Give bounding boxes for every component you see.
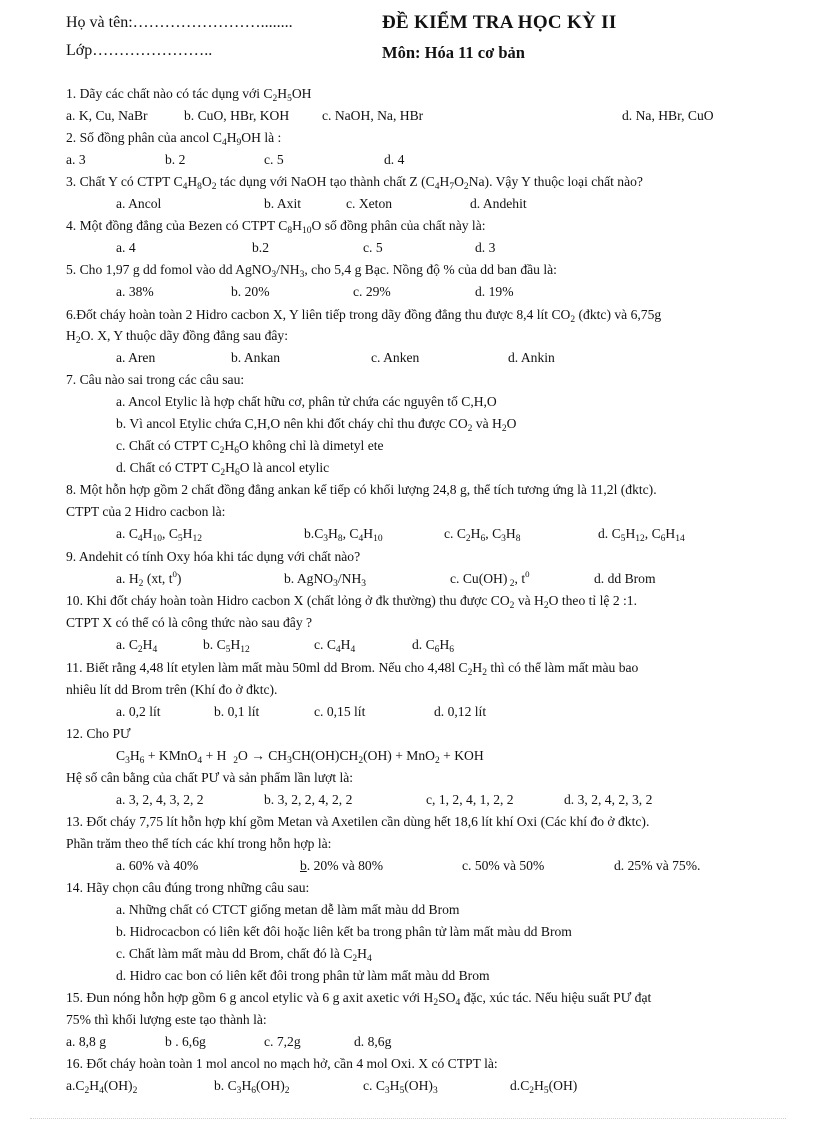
answer-option[interactable]: c, 1, 2, 4, 1, 2, 2 [426,792,514,807]
question-stem: 6.Đốt cháy hoàn toàn 2 Hidro cacbon X, Y liên tiếp trong dãy đồng đẳng thu được 8,4 lít $CO_2$ (đktc) và 6,75g [66,307,662,325]
question-stem: 10. Khi đốt cháy hoàn toàn Hidro cacbon X (chất lỏng ở đk thường) thu được $CO_2$ và $H_2O$ theo tỉ lệ 2 :1. [66,593,637,611]
answer-option[interactable]: c. Cu(OH) $_2$, $t^0$ [450,569,530,589]
exam-subject: Môn: Hóa 11 cơ bản [382,43,525,62]
answer-option[interactable]: a. Những chất có CTCT giống metan dễ làm mất màu dd Brom [116,902,460,917]
question-stem: 12. Cho PƯ [66,726,131,741]
answer-option[interactable]: b. 0,1 lít [214,704,260,719]
answer-option[interactable]: $a.C_2H_4(OH)_2$ [66,1078,138,1096]
answer-option[interactable]: a. 3, 2, 4, 3, 2, 2 [116,792,204,807]
answer-option[interactable]: a. 38% [116,284,154,299]
answer-option[interactable]: c. Xeton [346,196,393,211]
answer-option[interactable]: b. Vì ancol Etylic chứa C,H,O nên khi đốt cháy chỉ thu được $CO_2$ và $H_2O$ [116,416,517,434]
question-stem: 75% thì khối lượng este tạo thành là: [66,1012,267,1027]
answer-option[interactable]: d. 3, 2, 4, 2, 3, 2 [564,792,653,807]
answer-option[interactable]: $C_3H_6$ + KMnO$_4$ + H $_2O \to CH_3CH(OH)CH_2(OH) + MnO_2$ + KOH [116,748,484,766]
answer-option[interactable]: c. Chất làm mất màu dd Brom, chất đó là $C_2H_4$ [116,946,372,964]
answer-option[interactable]: d. 19% [475,284,514,299]
answer-option[interactable]: d. 8,6g [354,1034,392,1049]
class-field[interactable]: Lớp………………….. [66,42,213,59]
answer-option[interactable]: b. 2 [165,152,186,167]
answer-option[interactable]: d. Na, HBr, CuO [622,108,714,123]
answer-option[interactable]: a. K, Cu, NaBr [66,108,148,123]
answer-option[interactable]: d. $C_6H_6$ [412,637,455,655]
answer-option[interactable]: a. 0,2 lít [116,704,161,719]
question-stem: 16. Đốt cháy hoàn toàn 1 mol ancol no mạch hở, cần 4 mol Oxi. X có CTPT là: [66,1056,498,1071]
answer-option[interactable]: $b.C_3H_8$, $C_4H_{10}$ [304,526,383,544]
answer-option[interactable]: b. 20% và 80% [300,858,384,873]
answer-option[interactable]: a. Ancol Etylic là hợp chất hữu cơ, phân tử chứa các nguyên tố C,H,O [116,394,497,409]
answer-option[interactable]: d. dd Brom [594,571,656,586]
answer-option[interactable]: a. Aren [116,350,156,365]
answer-option[interactable]: c. Chất có CTPT $C_2H_6O$ không chỉ là dimetyl ete [116,438,384,456]
answer-option[interactable]: c. $C_4H_4$ [314,637,356,655]
answer-option[interactable]: c. 5 [264,152,284,167]
answer-option[interactable]: a. $C_2H_4$ [116,637,158,655]
question-stem: 7. Câu nào sai trong các câu sau: [66,372,245,387]
answer-option[interactable]: b. $C_3H_6(OH)_2$ [214,1078,290,1096]
answer-option[interactable]: d. Andehit [470,196,527,211]
answer-option[interactable]: d. 25% và 75%. [614,858,701,873]
question-stem: CTPT X có thể có là công thức nào sau đây ? [66,615,313,630]
question-stem: 1. Dãy các chất nào có tác dụng với $C_2H_5OH$ [66,86,312,104]
question-stem: 2. Số đồng phân của ancol $C_4H_9OH$ là : [66,130,282,148]
answer-option[interactable]: d. Hidro cac bon có liên kết đôi trong phân tử làm mất màu dd Brom [116,968,490,983]
answer-option[interactable]: c. 0,15 lít [314,704,366,719]
answer-option[interactable]: a. 60% và 40% [116,858,199,873]
answer-option[interactable]: c. Anken [371,350,420,365]
question-stem: $H_2O$. X, Y thuộc dãy đồng đẳng sau đây: [66,328,288,346]
answer-option[interactable]: d. 3 [475,240,496,255]
answer-option[interactable]: $d.C_2H_5(OH)$ [510,1078,578,1096]
answer-option[interactable]: c. 7,2g [264,1034,301,1049]
answer-option[interactable]: b. $AgNO_3/NH_3$ [284,571,367,589]
answer-option[interactable]: b. Ankan [231,350,281,365]
question-stem: nhiêu lít dd Brom trên (Khí đo ở đktc). [66,682,278,697]
question-stem: 15. Đun nóng hỗn hợp gồm 6 g ancol etylic và 6 g axit axetic với $H_2SO_4$ đặc, xúc tác. Nếu hiệu suất PƯ đạt [66,990,652,1008]
question-stem: 3. Chất Y có CTPT $C_4H_8O_2$ tác dụng với NaOH tạo thành chất Z $(C_4H_7O_2Na)$. Vậy Y thuộc loại chất nào? [66,174,643,192]
answer-option[interactable]: a. Ancol [116,196,162,211]
question-stem: CTPT của 2 Hidro cacbon là: [66,504,226,519]
answer-option[interactable]: c. NaOH, Na, HBr [322,108,424,123]
footer-divider [30,1118,786,1119]
student-name-field[interactable]: Họ và tên:……………………........ [66,14,293,31]
answer-option[interactable]: a. $H_2$ (xt, $t^0$) [116,569,182,589]
answer-option[interactable]: b. Axit [264,196,302,211]
answer-option[interactable]: a. 8,8 g [66,1034,107,1049]
answer-option[interactable]: b. $C_5H_{12}$ [203,637,250,655]
question-stem: 13. Đốt cháy 7,75 lít hỗn hợp khí gồm Metan và Axetilen cần dùng hết 18,6 lít khí Oxi (Các khí đo ở đktc). [66,814,650,829]
answer-option[interactable]: b. CuO, HBr, KOH [184,108,290,123]
question-stem: 5. Cho 1,97 g dd fomol vào dd $AgNO_3/NH_3$, cho 5,4 g Bạc. Nồng độ % của dd ban đầu là: [66,262,557,280]
answer-option[interactable]: c. 29% [353,284,391,299]
question-stem: 8. Một hỗn hợp gồm 2 chất đồng đẳng ankan kế tiếp có khối lượng 24,8 g, thể tích tương ứng là 11,2l (đktc). [66,482,657,497]
answer-option[interactable]: d. $C_5H_{12}$, $C_6H_{14}$ [598,526,685,544]
answer-option[interactable]: c. 50% và 50% [462,858,545,873]
answer-option[interactable]: b. Hidrocacbon có liên kết đôi hoặc liên kết ba trong phân tử làm mất màu dd Brom [116,924,572,939]
question-stem: 9. Andehit có tính Oxy hóa khi tác dụng với chất nào? [66,549,361,564]
exam-title: ĐỀ KIỂM TRA HỌC KỲ II [382,12,617,33]
answer-option[interactable]: c. $C_3H_5(OH)_3$ [363,1078,438,1096]
answer-option[interactable]: d. 0,12 lít [434,704,487,719]
question-stem: Phần trăm theo thể tích các khí trong hỗn hợp là: [66,836,332,851]
answer-option[interactable]: c. 5 [363,240,383,255]
answer-option[interactable]: d. Chất có CTPT $C_2H_6O$ là ancol etylic [116,460,330,478]
answer-option[interactable]: c. $C_2H_6$, $C_3H_8$ [444,526,521,544]
answer-option[interactable]: a. 3 [66,152,86,167]
answer-option[interactable]: b . 6,6g [165,1034,206,1049]
answer-option[interactable]: b. 20% [231,284,270,299]
answer-option[interactable]: d. Ankin [508,350,555,365]
answer-option[interactable]: d. 4 [384,152,405,167]
question-stem: 14. Hãy chọn câu đúng trong những câu sau: [66,880,310,895]
answer-option[interactable]: a. 4 [116,240,136,255]
question-stem: 11. Biết rằng 4,48 lít etylen làm mất màu 50ml dd Brom. Nếu cho 4,48l $C_2H_2$ thì có thể làm mất màu bao [66,660,639,678]
answer-option[interactable]: b. 3, 2, 2, 4, 2, 2 [264,792,353,807]
answer-option[interactable]: b.2 [252,240,269,255]
answer-option[interactable]: a. $C_4H_{10}$, $C_5H_{12}$ [116,526,202,544]
question-stem: Hệ số cân bằng của chất PƯ và sản phẩm lần lượt là: [66,770,354,785]
question-stem: 4. Một đồng đẳng của Bezen có CTPT $C_8H_{10}O$ số đồng phân của chất này là: [66,218,486,236]
